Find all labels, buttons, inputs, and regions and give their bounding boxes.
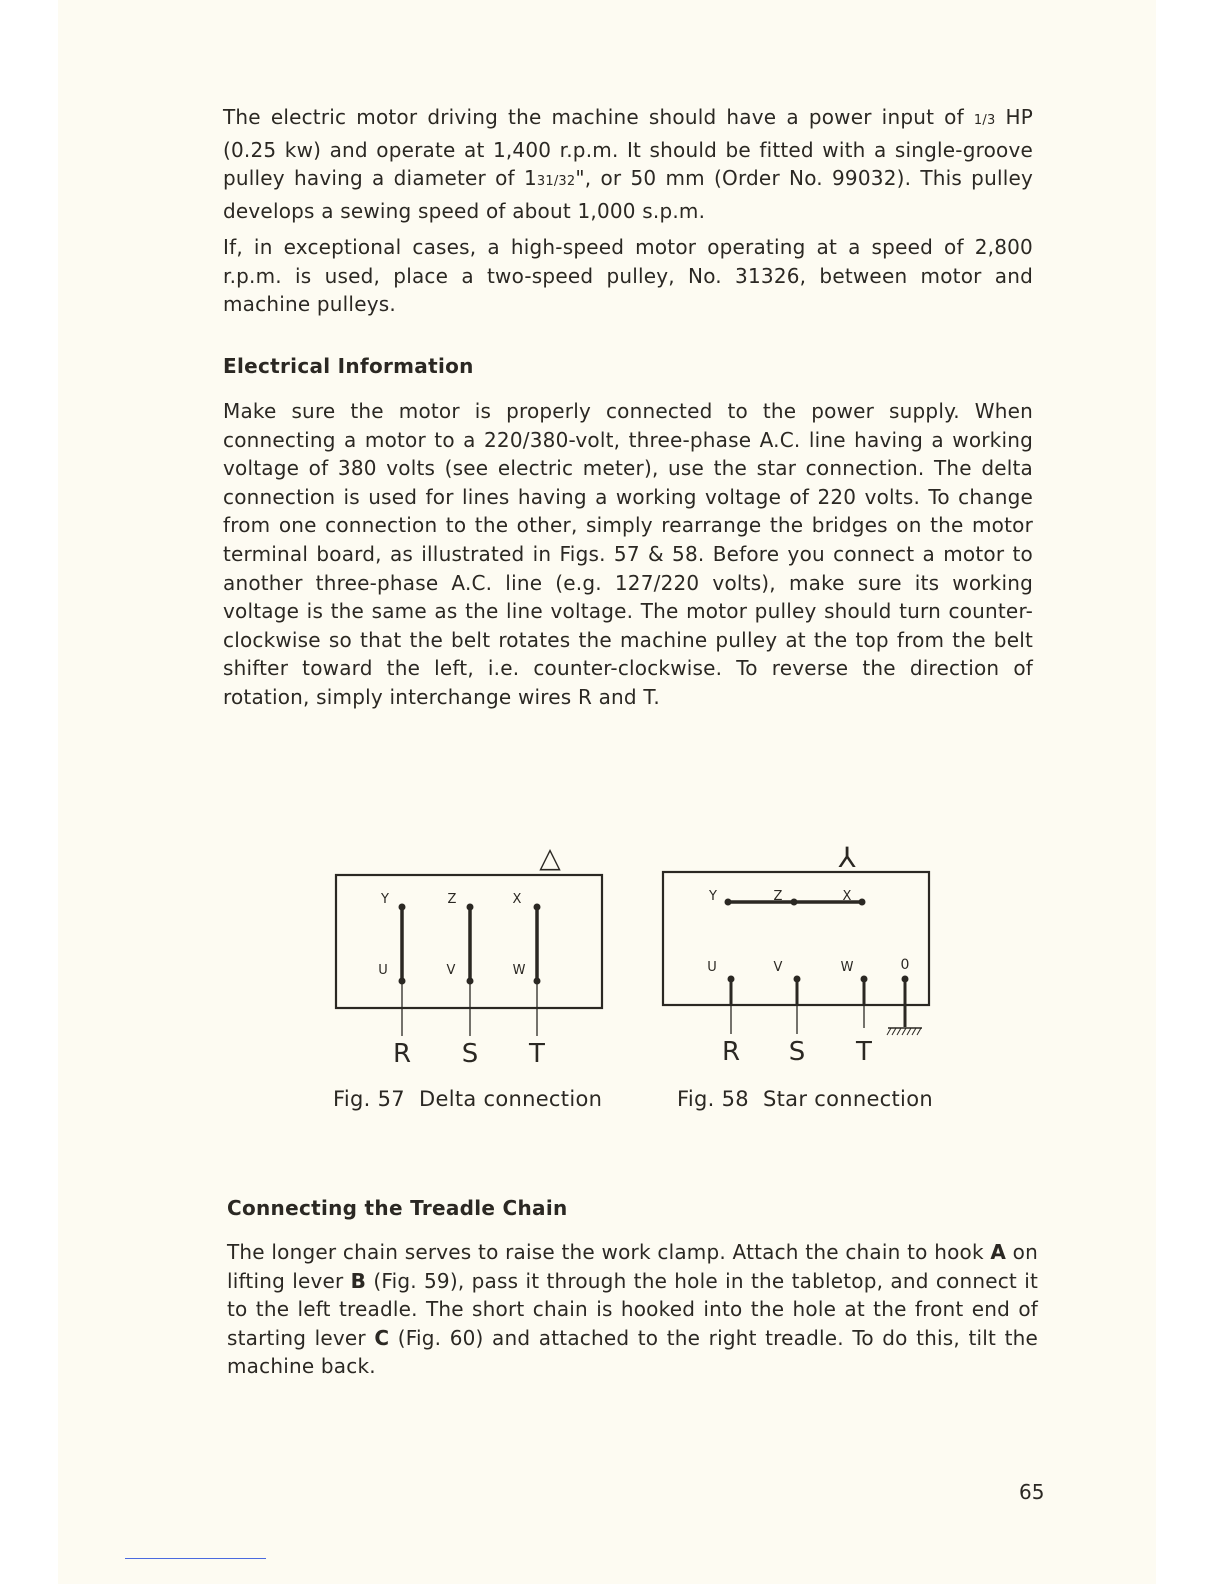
intro-paragraph-2: If, in exceptional cases, a high-speed motor operating at a speed of 2,800 r.p.m. is used, place a two-speed pulley, No. 31326, between motor and machine pulleys. [223, 235, 1033, 317]
lever-c-label: C [374, 1325, 390, 1350]
line-label-s: S [788, 1037, 806, 1067]
diameter-fraction: 31/32 [536, 174, 576, 190]
fig57-number: Fig. 57 [333, 1087, 405, 1111]
terminal-dot [791, 899, 798, 906]
footnote-rule [125, 1558, 266, 1559]
line-label-s: S [461, 1039, 479, 1069]
fig58-number: Fig. 58 [677, 1087, 749, 1111]
terminal-neutral: 0 [900, 957, 910, 973]
intro-paragraph-1: The electric motor driving the machine should have a power input of 1/3 HP (0.25 kw) and operate at 1,400 r.p.m. It should be fitted with a single-groove pulley having a diameter of 131/32", or 50 mm (Order No. 99032). This pulley develops a sewing speed of about 1,000 s.p.m. [223, 105, 1033, 223]
terminal-w: W [512, 963, 526, 978]
terminal-x: X [512, 892, 522, 907]
terminal-dot [467, 904, 474, 911]
fig57-title: Delta connection [419, 1087, 603, 1111]
page-number: 65 [1019, 1480, 1045, 1504]
terminal-y: Y [709, 889, 717, 904]
treadle-heading: Connecting the Treadle Chain [227, 1196, 568, 1220]
line-label-t: T [856, 1037, 872, 1067]
terminal-y: Y [381, 892, 389, 907]
terminal-dot [399, 904, 406, 911]
terminal-v: V [446, 963, 456, 978]
terminal-x: X [842, 889, 852, 904]
line-label-r: R [721, 1037, 741, 1067]
electrical-paragraph: Make sure the motor is properly connected to the power supply. When connecting a motor to a 220/380-volt, three-phase A.C. line having a working voltage of 380 volts (see electric meter), use the star connection. The delta connection is used for lines having a working voltage of 220 volts. To change from one connection to the other, simply rearrange the bridges on the motor terminal board, as illustrated in Figs. 57 & 58. Before you connect a motor to another three-phase A.C. line (e.g. 127/220 volts), make sure its working voltage is the same as the line voltage. The motor pulley should turn counter-clockwise so that the belt rotates the machine pulley at the top from the belt shifter toward the left, i.e. counter-clockwise. To reverse the direction of rotation, simply interchange wires R and T. [223, 399, 1033, 709]
line-label-r: R [392, 1039, 412, 1069]
hook-a-label: A [990, 1240, 1007, 1264]
fig57-delta-diagram [330, 840, 610, 1070]
terminal-dot [725, 899, 732, 906]
fig58-caption [677, 1087, 933, 1111]
delta-symbol: △ [539, 841, 561, 874]
diameter-whole: 1 [523, 166, 537, 191]
lever-b-label: B [350, 1268, 367, 1293]
terminal-dot [859, 899, 866, 906]
terminal-u: U [378, 963, 388, 978]
hp-fraction: 1/3 [973, 113, 996, 128]
terminal-dot [534, 904, 541, 911]
treadle-paragraph: The longer chain serves to raise the work clamp. Attach the chain to hook A on lifting lever B (Fig. 59), pass it through the hole in the tabletop, and connect it to the left treadle. The short chain is hooked into the hole at the front end of starting lever C (Fig. 60) and attached to the right treadle. To do this, tilt the machine back. [227, 1240, 1038, 1379]
terminal-w: W [840, 960, 854, 975]
star-symbol: ⅄ [838, 841, 856, 874]
line-label-t: T [529, 1039, 545, 1069]
terminal-u: U [707, 960, 717, 975]
electrical-heading: Electrical Information [223, 354, 474, 378]
fig58-star-diagram [660, 840, 950, 1070]
terminal-v: V [773, 960, 783, 975]
fig57-caption [333, 1087, 602, 1111]
fig58-title: Star connection [763, 1087, 933, 1111]
terminal-z: Z [773, 889, 783, 904]
ground-icon [887, 1028, 922, 1035]
terminal-z: Z [447, 892, 457, 907]
